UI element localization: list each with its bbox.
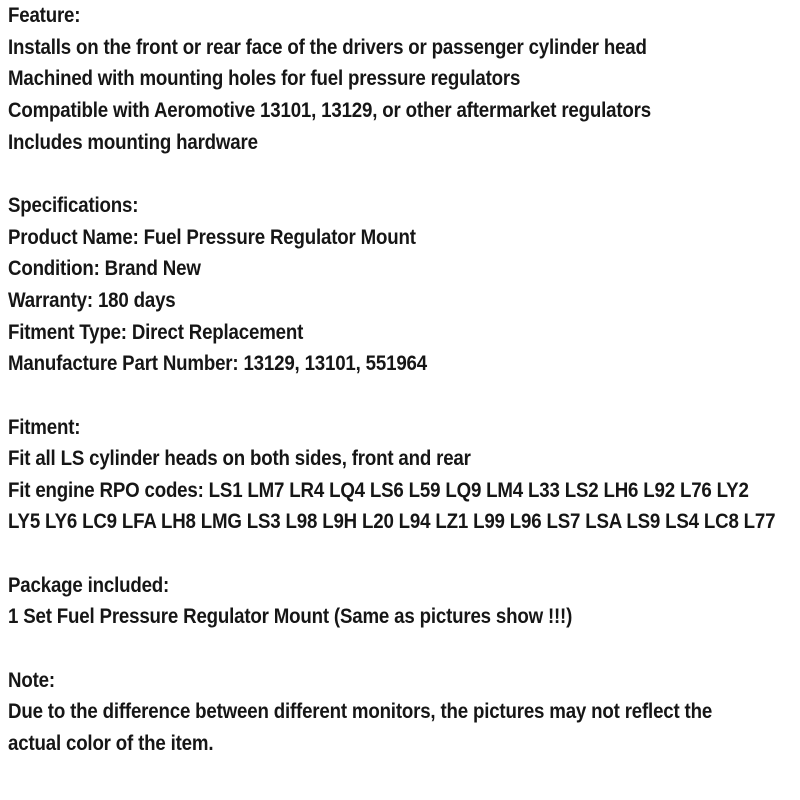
section-heading: Specifications: xyxy=(8,193,139,217)
package-included-section xyxy=(8,570,800,633)
text-line: Compatible with Aeromotive 13101, 13129, or other aftermarket regulators xyxy=(8,98,651,122)
text-line: Machined with mounting holes for fuel pressure regulators xyxy=(8,67,521,91)
text-line: Condition: Brand New xyxy=(8,257,201,281)
text-line: Fitment Type: Direct Replacement xyxy=(8,320,304,344)
text-line: Manufacture Part Number: 13129, 13101, 551964 xyxy=(8,352,427,376)
section-heading: Note: xyxy=(8,668,55,692)
text-line: Warranty: 180 days xyxy=(8,288,176,312)
text-line: Due to the difference between different monitors, the pictures may not reflect the xyxy=(8,700,713,724)
text-line: Fit all LS cylinder heads on both sides, front and rear xyxy=(8,447,471,471)
text-line: Installs on the front or rear face of the drivers or passenger cylinder head xyxy=(8,35,647,59)
feature-section xyxy=(8,0,800,158)
text-line: 1 Set Fuel Pressure Regulator Mount (Same as pictures show !!!) xyxy=(8,605,573,629)
fitment-section xyxy=(8,412,800,539)
section-heading: Feature: xyxy=(8,4,81,27)
text-line: LY5 LY6 LC9 LFA LH8 LMG LS3 L98 L9H L20 L94 LZ1 L99 L96 LS7 LSA LS9 LS4 LC8 L77 xyxy=(8,510,776,534)
note-section xyxy=(8,665,800,760)
text-line: Fit engine RPO codes: LS1 LM7 LR4 LQ4 LS6 L59 LQ9 LM4 L33 LS2 LH6 L92 L76 LY2 xyxy=(8,478,749,502)
text-line: actual color of the item. xyxy=(8,732,214,756)
section-heading: Fitment: xyxy=(8,415,81,439)
specifications-section xyxy=(8,190,800,380)
section-heading: Package included: xyxy=(8,573,170,597)
text-line: Product Name: Fuel Pressure Regulator Mount xyxy=(8,225,416,249)
text-line: Includes mounting hardware xyxy=(8,130,258,154)
